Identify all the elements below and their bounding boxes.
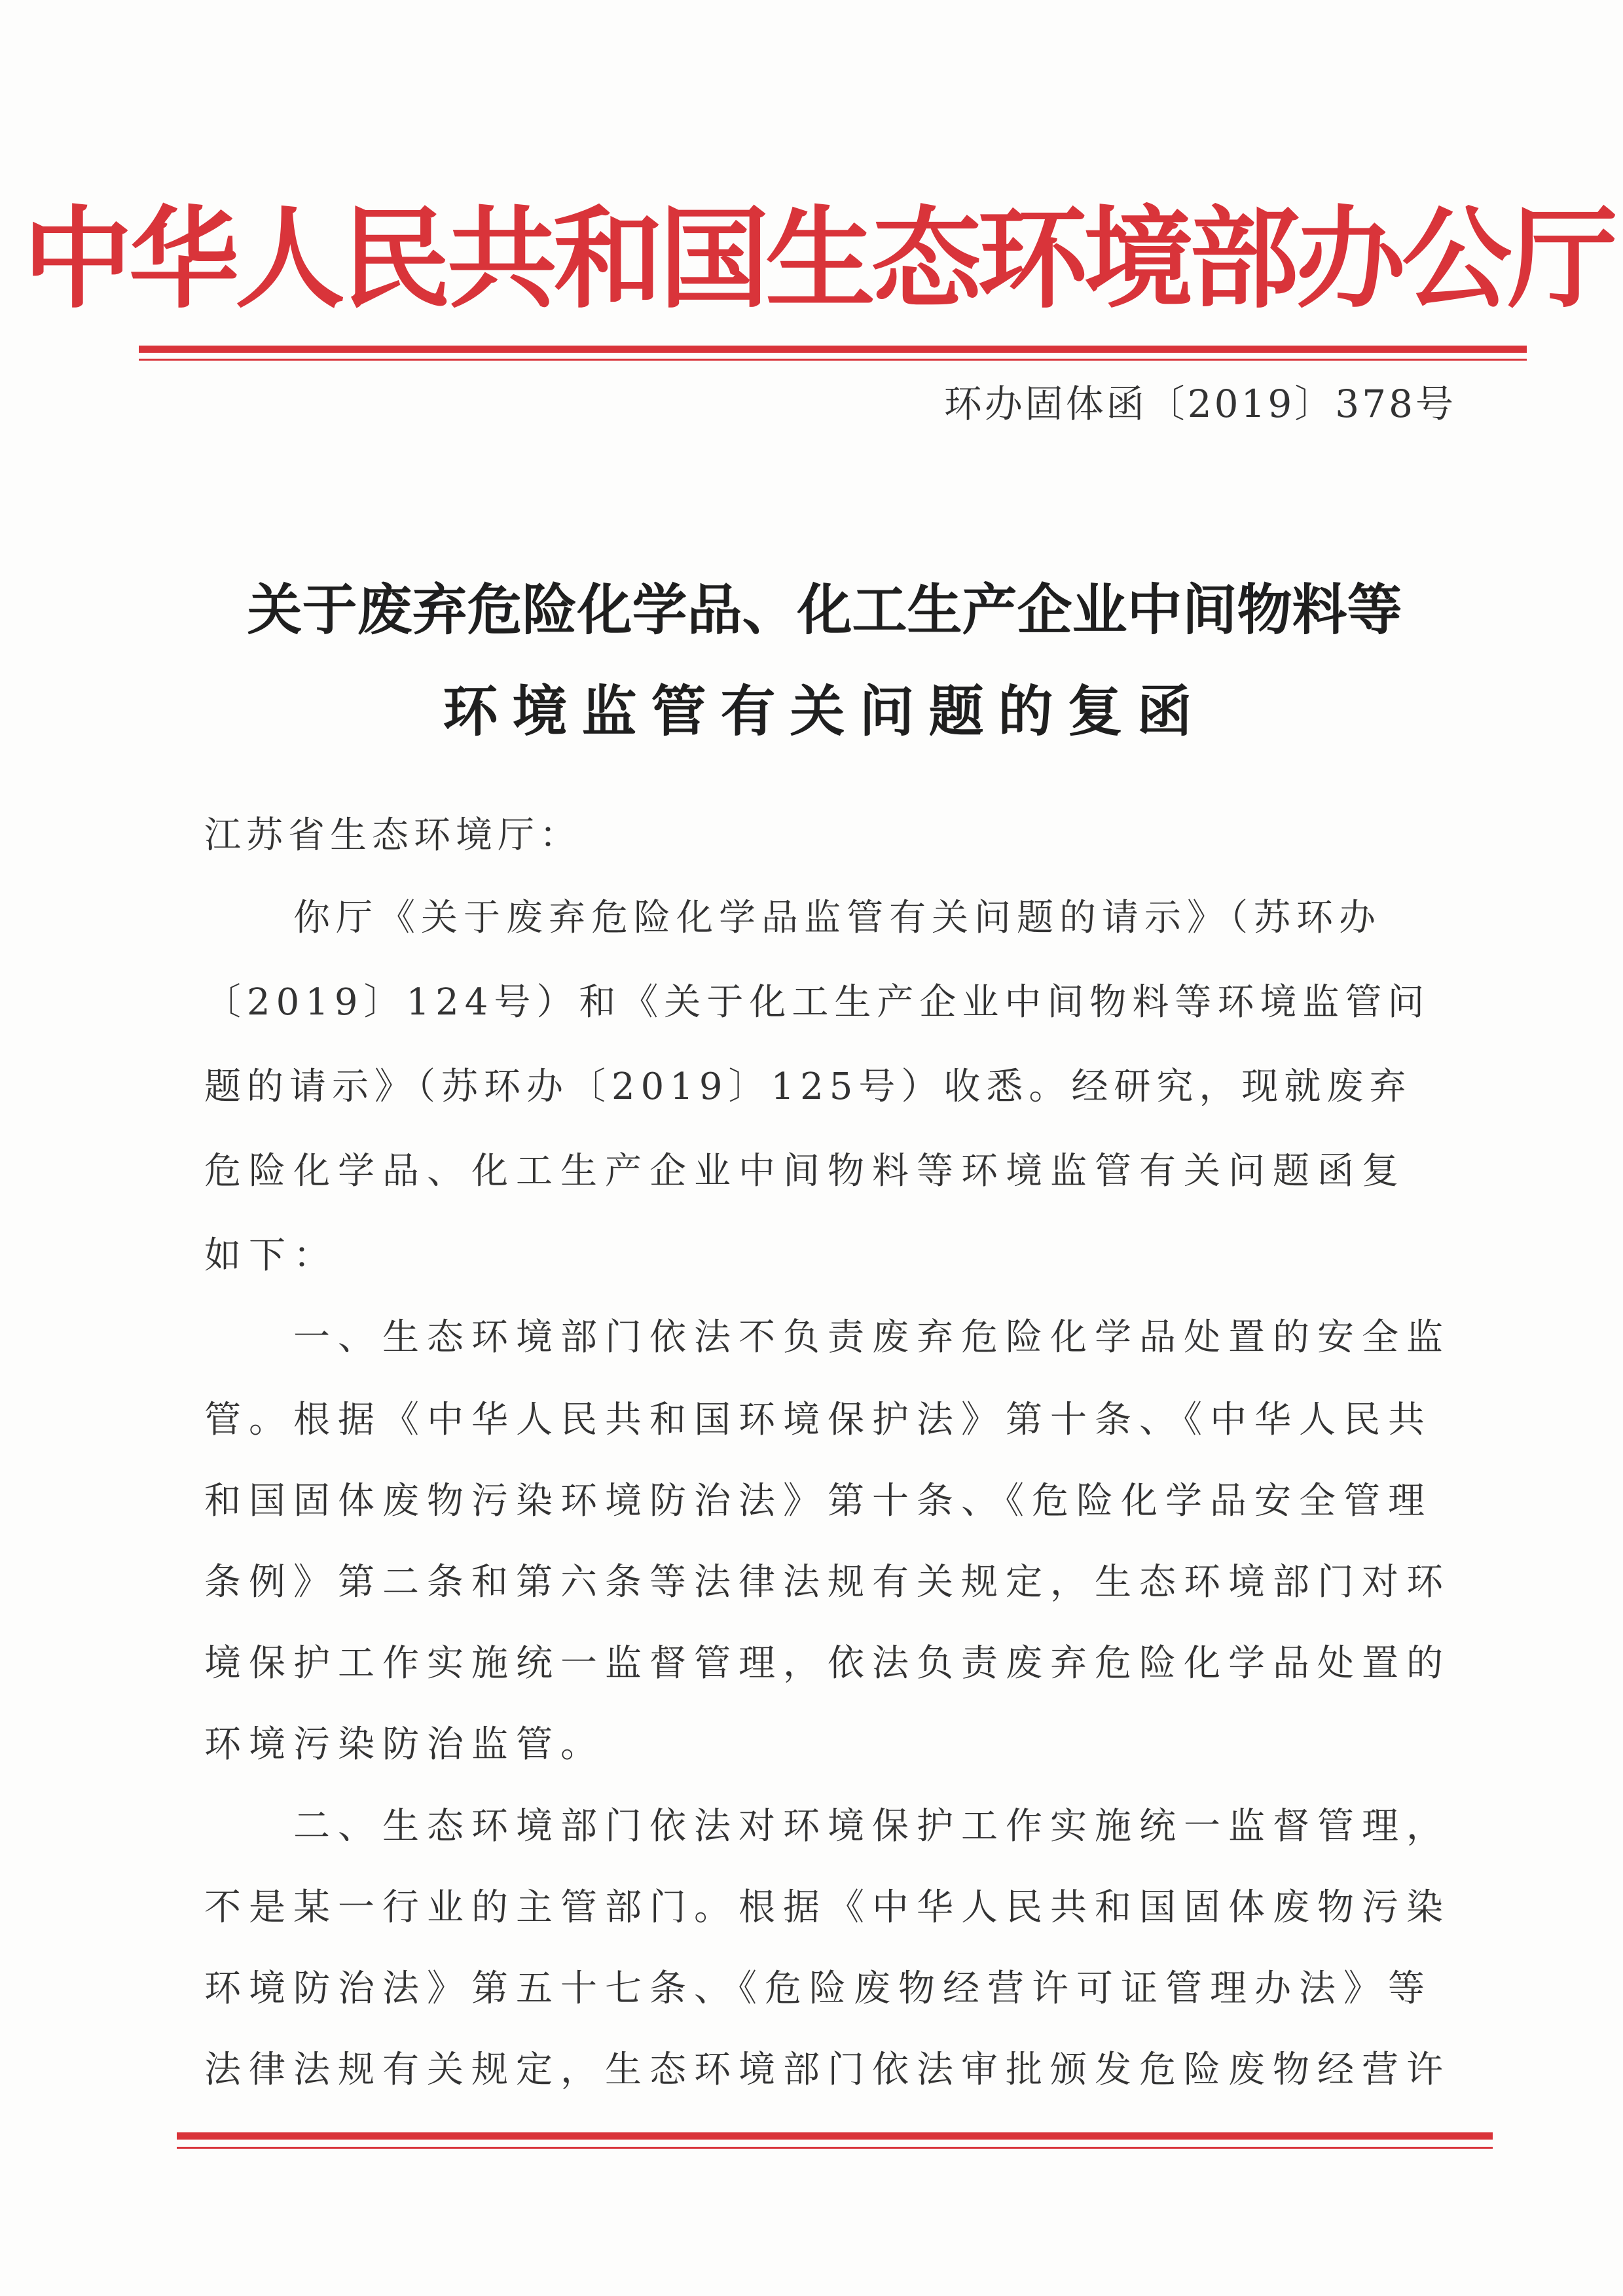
body-line: 〔2019〕124号）和《关于化工生产企业中间物料等环境监管问 (204, 981, 1431, 1024)
body-line: 环境防治法》第五十七条、《危险废物经营许可证管理办法》等 (204, 1967, 1432, 2010)
body-line: 条例》第二条和第六条等法律法规有关规定，生态环境部门对环 (204, 1561, 1451, 1604)
body-line: 二、生态环境部门依法对环境保护工作实施统一监督管理， (293, 1805, 1451, 1848)
body-line: 你厅《关于废弃危险化学品监管有关问题的请示》（苏环办 (293, 897, 1381, 939)
body-line: 危险化学品、化工生产企业中间物料等环境监管有关问题函复 (204, 1150, 1406, 1193)
masthead-rule-thin (139, 359, 1527, 361)
body-line: 环境污染防治监管。 (204, 1723, 605, 1766)
document-number: 环办固体函〔2019〕378号 (943, 382, 1456, 426)
body-line: 管。根据《中华人民共和国环境保护法》第十条、《中华人民共 (204, 1399, 1432, 1441)
document-title-line-2: 环境监管有关问题的复函 (443, 679, 1207, 744)
body-line: 境保护工作实施统一监督管理，依法负责废弃危险化学品处置的 (204, 1642, 1451, 1685)
masthead-rule-thick (139, 346, 1527, 353)
body-line: 不是某一行业的主管部门。根据《中华人民共和国固体废物污染 (204, 1886, 1451, 1929)
body-line: 和国固体废物污染环境防治法》第十条、《危险化学品安全管理 (204, 1480, 1432, 1522)
body-line: 题的请示》（苏环办〔2019〕125号）收悉。经研究，现就废弃 (204, 1066, 1412, 1108)
body-line: 一、生态环境部门依法不负责废弃危险化学品处置的安全监 (293, 1316, 1451, 1359)
addressee: 江苏省生态环境厅： (204, 814, 581, 857)
body-line: 法律法规有关规定，生态环境部门依法审批颁发危险废物经营许 (204, 2049, 1451, 2091)
footer-rule-thick (177, 2132, 1493, 2140)
masthead: 中华人民共和国生态环境部办公厅 (23, 193, 1614, 323)
footer-rule-thin (177, 2147, 1493, 2149)
document-title-line-1: 关于废弃危险化学品、化工生产企业中间物料等 (247, 577, 1402, 642)
body-line: 如下： (204, 1234, 338, 1277)
